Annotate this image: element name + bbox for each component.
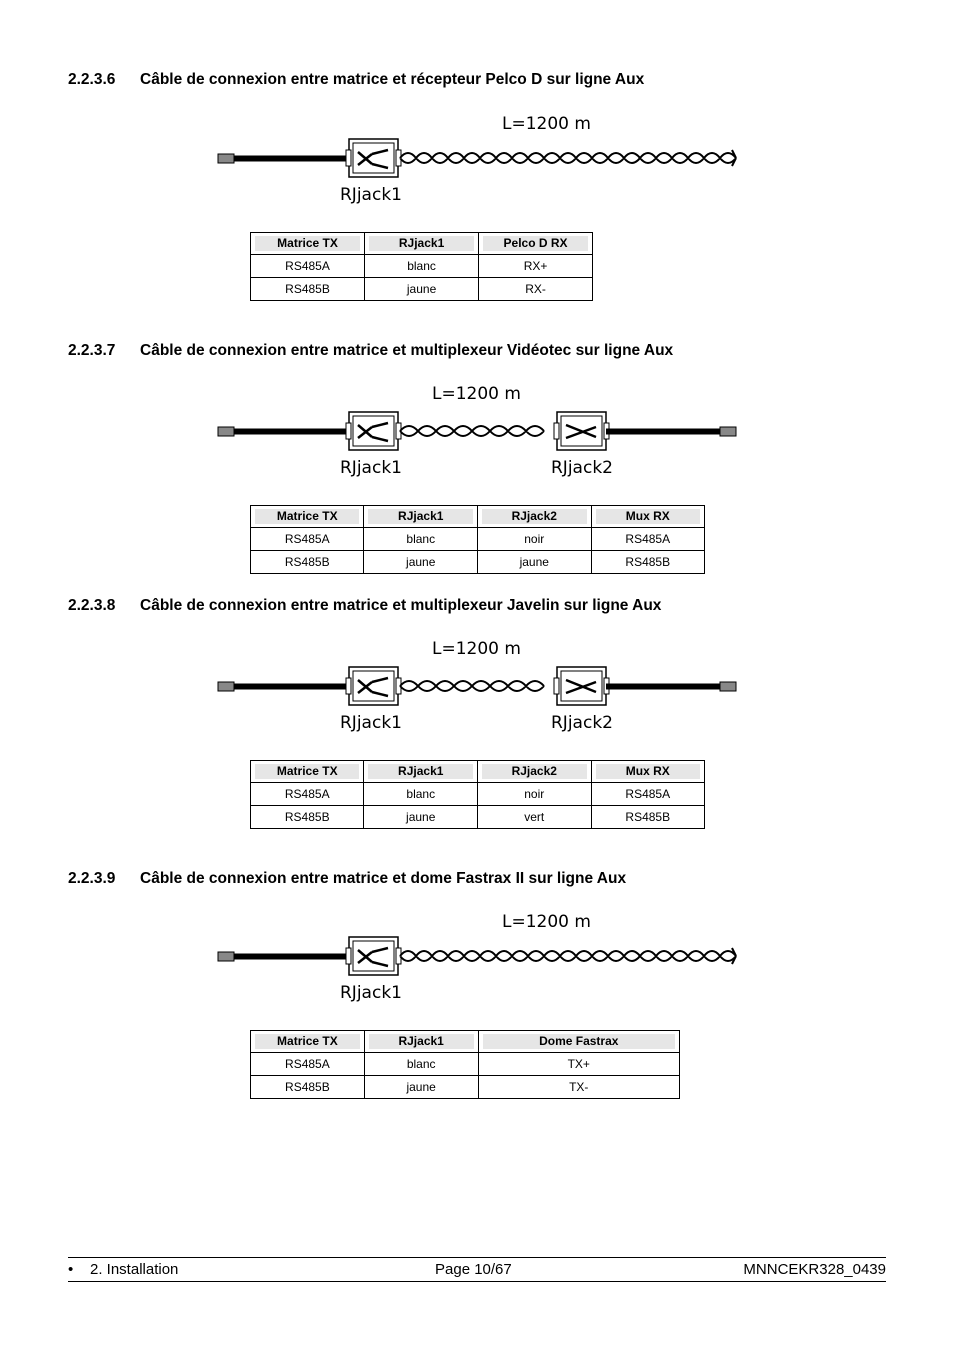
table-header-cell: Matrice TX — [255, 1034, 360, 1049]
table-cell: blanc — [364, 528, 478, 551]
footer-doc-code: MNNCEKR328_0439 — [743, 1261, 886, 1278]
table-cell: RS485A — [591, 783, 704, 806]
section-title: Câble de connexion entre matrice et multiplexeur Javelin sur ligne Aux — [140, 597, 662, 614]
table-cell: RS485A — [251, 1053, 365, 1076]
section-title: Câble de connexion entre matrice et récepteur Pelco D sur ligne Aux — [140, 71, 645, 88]
wire-ends — [732, 948, 736, 964]
table-header-cell: Mux RX — [596, 509, 700, 524]
table-header-cell: Pelco D RX — [483, 236, 588, 251]
length-label: L=1200 m — [432, 639, 521, 659]
length-label: L=1200 m — [432, 384, 521, 404]
table-cell: RS485B — [591, 551, 704, 574]
table-cell: jaune — [365, 278, 479, 301]
table-header-cell: RJjack1 — [368, 764, 473, 779]
table-cell: RS485B — [591, 806, 704, 829]
table-cell: RS485A — [251, 528, 364, 551]
table-cell: TX+ — [478, 1053, 679, 1076]
table-cell: RS485B — [251, 1076, 365, 1099]
table-cell: RX- — [479, 278, 593, 301]
table-cell: blanc — [364, 783, 478, 806]
table-cell: jaune — [478, 551, 592, 574]
footer-chapter: 2. Installation — [90, 1261, 179, 1278]
table-cell: jaune — [364, 1076, 478, 1099]
jack-label: RJjack1 — [340, 458, 402, 478]
table-header-row — [251, 1031, 680, 1053]
jack-label: RJjack1 — [340, 185, 402, 205]
section-number: 2.2.3.7 — [68, 342, 116, 359]
table-cell: RS485A — [251, 783, 364, 806]
table-cell: vert — [478, 806, 592, 829]
jack-label: RJjack2 — [551, 458, 613, 478]
footer-page-number: Page 10/67 — [435, 1261, 512, 1278]
table-cell: blanc — [364, 1053, 478, 1076]
section-title: Câble de connexion entre matrice et dome Fastrax II sur ligne Aux — [140, 870, 627, 887]
section-number: 2.2.3.8 — [68, 597, 116, 614]
section-title: Câble de connexion entre matrice et multiplexeur Vidéotec sur ligne Aux — [140, 342, 674, 359]
table-header-cell: RJjack2 — [482, 764, 587, 779]
jack-label: RJjack1 — [340, 983, 402, 1003]
footer-top-rule — [68, 1257, 886, 1258]
table-cell: TX- — [478, 1076, 679, 1099]
table-header-cell: RJjack1 — [369, 1034, 474, 1049]
table-cell: jaune — [364, 806, 478, 829]
table-row — [251, 1053, 680, 1076]
jack-label: RJjack2 — [551, 713, 613, 733]
twisted-pair — [400, 951, 736, 961]
table-cell: RX+ — [479, 255, 593, 278]
table-header-cell: Mux RX — [596, 764, 700, 779]
table-cell: RS485B — [251, 806, 364, 829]
length-label: L=1200 m — [502, 114, 591, 134]
table-header-cell: RJjack1 — [369, 236, 474, 251]
wiring-table — [250, 1030, 680, 1099]
table-cell: noir — [478, 528, 592, 551]
footer-bullet: • — [68, 1261, 74, 1278]
table-cell: RS485A — [591, 528, 704, 551]
table-header-cell: Matrice TX — [255, 764, 359, 779]
table-cell: RS485B — [251, 278, 365, 301]
table-header-cell: Matrice TX — [255, 236, 360, 251]
rj-jack-box — [346, 937, 401, 975]
length-label: L=1200 m — [502, 912, 591, 932]
table-row — [251, 1076, 680, 1099]
table-header-cell: Matrice TX — [255, 509, 359, 524]
plug-left — [218, 952, 234, 961]
table-header-cell: RJjack2 — [482, 509, 587, 524]
table-cell: jaune — [364, 551, 478, 574]
table-cell: RS485B — [251, 551, 364, 574]
table-header-cell: RJjack1 — [368, 509, 473, 524]
section-number: 2.2.3.6 — [68, 71, 116, 88]
table-header-cell: Dome Fastrax — [483, 1034, 675, 1049]
section-number: 2.2.3.9 — [68, 870, 116, 887]
table-cell: blanc — [365, 255, 479, 278]
footer-bottom-rule — [68, 1281, 886, 1282]
jack-label: RJjack1 — [340, 713, 402, 733]
table-cell: RS485A — [251, 255, 365, 278]
table-cell: noir — [478, 783, 592, 806]
